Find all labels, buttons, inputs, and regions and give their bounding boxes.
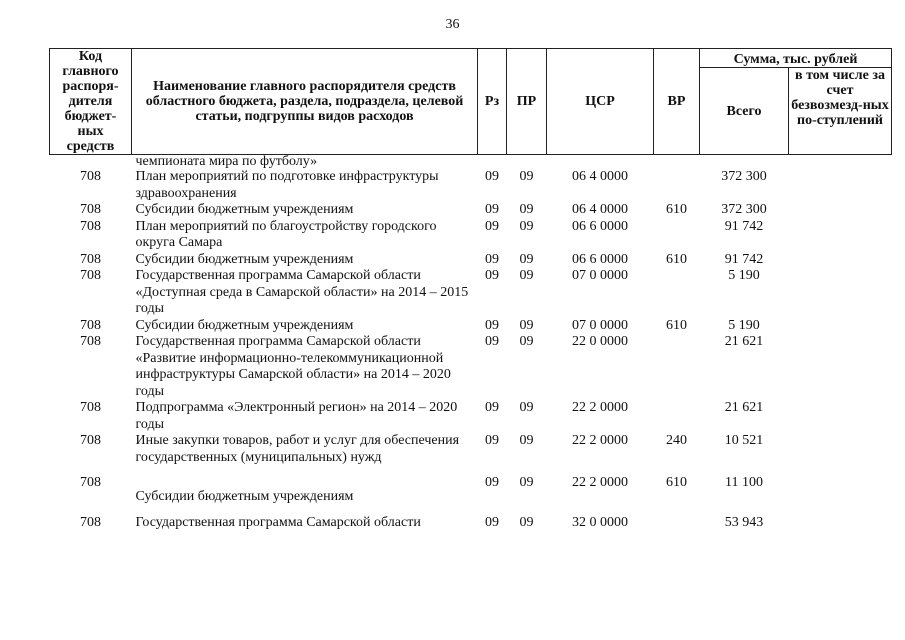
header-name: Наименование главного распорядителя средств областного бюджета, раздела, подраздела, целевой статьи, подгруппы видов расходов <box>132 49 478 155</box>
cell-incl <box>789 433 892 466</box>
cell-total: 372 300 <box>721 202 767 217</box>
cell-csr: 22 2 0000 <box>572 475 628 490</box>
cell-total <box>700 155 789 170</box>
cell-name: Субсидии бюджетным учреждениям <box>135 489 354 504</box>
table-row <box>50 219 892 252</box>
table-row <box>50 433 892 466</box>
header-csr: ЦСР <box>547 49 654 155</box>
cell-pr: 09 <box>519 169 534 184</box>
cell-incl <box>789 219 892 252</box>
header-incl: в том числе за счет безвозмезд-ных по-ступлений <box>789 68 892 155</box>
cell-vr: 610 <box>666 475 687 490</box>
table-row <box>50 318 892 335</box>
cell-name: Иные закупки товаров, работ и услуг для обеспечения государственных (муниципальных) нужд <box>135 433 460 465</box>
cell-rz: 09 <box>485 475 499 490</box>
cell-csr: 22 2 0000 <box>572 400 628 415</box>
cell-vr <box>654 268 700 318</box>
cell-name: Государственная программа Самарской области «Развитие информационно-телекоммуникационной инфраструктуры Самарской области» на 2014 – 2020 годы <box>135 334 451 399</box>
cell-incl <box>789 252 892 269</box>
cell-pr: 09 <box>519 400 534 415</box>
cell-rz: 09 <box>485 202 499 217</box>
table-row <box>50 334 892 400</box>
cell-pr: 09 <box>519 475 534 490</box>
header-total: Всего <box>700 68 789 155</box>
table-row <box>50 400 892 433</box>
cell-csr: 22 2 0000 <box>572 433 628 448</box>
cell-vr: 610 <box>666 202 687 217</box>
table-row <box>50 169 892 202</box>
cell-total: 10 521 <box>724 433 764 448</box>
cell-csr: 06 6 0000 <box>572 251 628 267</box>
table-row <box>50 252 892 269</box>
table-row <box>50 466 892 506</box>
header-code: Код главного распоря-дителя бюджет-ных средств <box>50 49 132 155</box>
cell-pr: 09 <box>519 317 534 333</box>
cell-csr: 22 0 0000 <box>572 334 628 349</box>
cell-incl <box>789 400 892 433</box>
cell-pr <box>507 155 547 170</box>
cell-code: 708 <box>80 169 101 184</box>
cell-pr: 09 <box>519 218 534 234</box>
table-row <box>50 155 892 170</box>
cell-rz: 09 <box>485 400 499 415</box>
table-row <box>50 202 892 219</box>
cell-code: 708 <box>80 251 101 267</box>
cell-name: Субсидии бюджетным учреждениям <box>135 202 354 217</box>
header-sum: Сумма, тыс. рублей <box>700 49 892 68</box>
cell-code: 708 <box>80 433 101 448</box>
cell-total: 11 100 <box>725 475 763 490</box>
cell-code: 708 <box>80 475 101 490</box>
cell-rz: 09 <box>485 317 499 333</box>
cell-csr <box>547 155 654 170</box>
table-row <box>50 506 892 532</box>
header-rz: Рз <box>478 49 507 155</box>
cell-csr: 06 4 0000 <box>572 169 628 184</box>
cell-vr <box>654 219 700 252</box>
cell-total: 53 943 <box>724 514 764 530</box>
cell-incl <box>789 334 892 400</box>
cell-csr: 07 0 0000 <box>572 317 628 333</box>
cell-rz: 09 <box>485 218 499 234</box>
header-pr: ПР <box>507 49 547 155</box>
cell-rz: 09 <box>485 334 499 349</box>
cell-csr: 32 0 0000 <box>572 514 628 530</box>
cell-code: 708 <box>80 400 101 415</box>
cell-total: 21 621 <box>724 334 764 349</box>
cell-rz <box>478 155 507 170</box>
cell-code: 708 <box>80 268 101 283</box>
cell-csr: 06 6 0000 <box>572 218 628 234</box>
cell-incl <box>789 506 892 532</box>
cell-rz: 09 <box>485 251 499 267</box>
cell-incl <box>789 155 892 170</box>
cell-name: Государственная программа Самарской области <box>135 514 421 530</box>
cell-name: Государственная программа Самарской области «Доступная среда в Самарской области» на 2014 – 2015 годы <box>135 268 469 316</box>
cell-vr <box>654 169 700 202</box>
cell-total: 91 742 <box>724 218 764 234</box>
cell-vr: 610 <box>666 251 687 267</box>
budget-table <box>49 48 892 531</box>
cell-rz: 09 <box>485 169 499 184</box>
cell-code: 708 <box>80 334 101 349</box>
cell-vr <box>654 400 700 433</box>
cell-name: План мероприятий по подготовке инфраструктуры здравоохранения <box>135 169 439 201</box>
cell-pr: 09 <box>519 334 534 349</box>
cell-name: План мероприятий по благоустройству городского округа Самара <box>135 218 437 250</box>
cell-vr: 240 <box>666 433 687 448</box>
page-number: 36 <box>445 17 460 32</box>
cell-incl <box>789 169 892 202</box>
cell-pr: 09 <box>519 202 534 217</box>
cell-code <box>50 155 132 170</box>
cell-csr: 06 4 0000 <box>572 202 628 217</box>
header-vr: ВР <box>654 49 700 155</box>
cell-name: Подпрограмма «Электронный регион» на 2014 – 2020 годы <box>135 400 458 432</box>
cell-rz: 09 <box>485 514 499 530</box>
cell-incl <box>789 318 892 335</box>
cell-pr: 09 <box>519 268 534 283</box>
cell-vr <box>654 506 700 532</box>
cell-vr <box>654 155 700 170</box>
cell-rz: 09 <box>485 433 499 448</box>
cell-incl <box>789 466 892 506</box>
cell-name: Субсидии бюджетным учреждениям <box>135 251 354 267</box>
cell-name: чемпионата мира по футболу» <box>135 154 318 169</box>
cell-vr: 610 <box>666 317 687 333</box>
cell-rz: 09 <box>485 268 499 283</box>
cell-total: 21 621 <box>724 400 764 415</box>
cell-pr: 09 <box>519 514 534 530</box>
cell-pr: 09 <box>519 433 534 448</box>
cell-code: 708 <box>80 317 101 333</box>
table-row <box>50 268 892 318</box>
cell-code: 708 <box>80 202 101 217</box>
cell-csr: 07 0 0000 <box>572 268 628 283</box>
cell-incl <box>789 268 892 318</box>
cell-code: 708 <box>80 218 101 234</box>
cell-vr <box>654 334 700 400</box>
cell-code: 708 <box>80 514 101 530</box>
cell-total: 91 742 <box>724 251 764 267</box>
cell-name: Субсидии бюджетным учреждениям <box>135 317 354 333</box>
table-header <box>50 49 892 155</box>
cell-total: 372 300 <box>721 169 767 184</box>
cell-total: 5 190 <box>728 268 760 283</box>
cell-incl <box>789 202 892 219</box>
cell-total: 5 190 <box>728 317 760 333</box>
cell-pr: 09 <box>519 251 534 267</box>
